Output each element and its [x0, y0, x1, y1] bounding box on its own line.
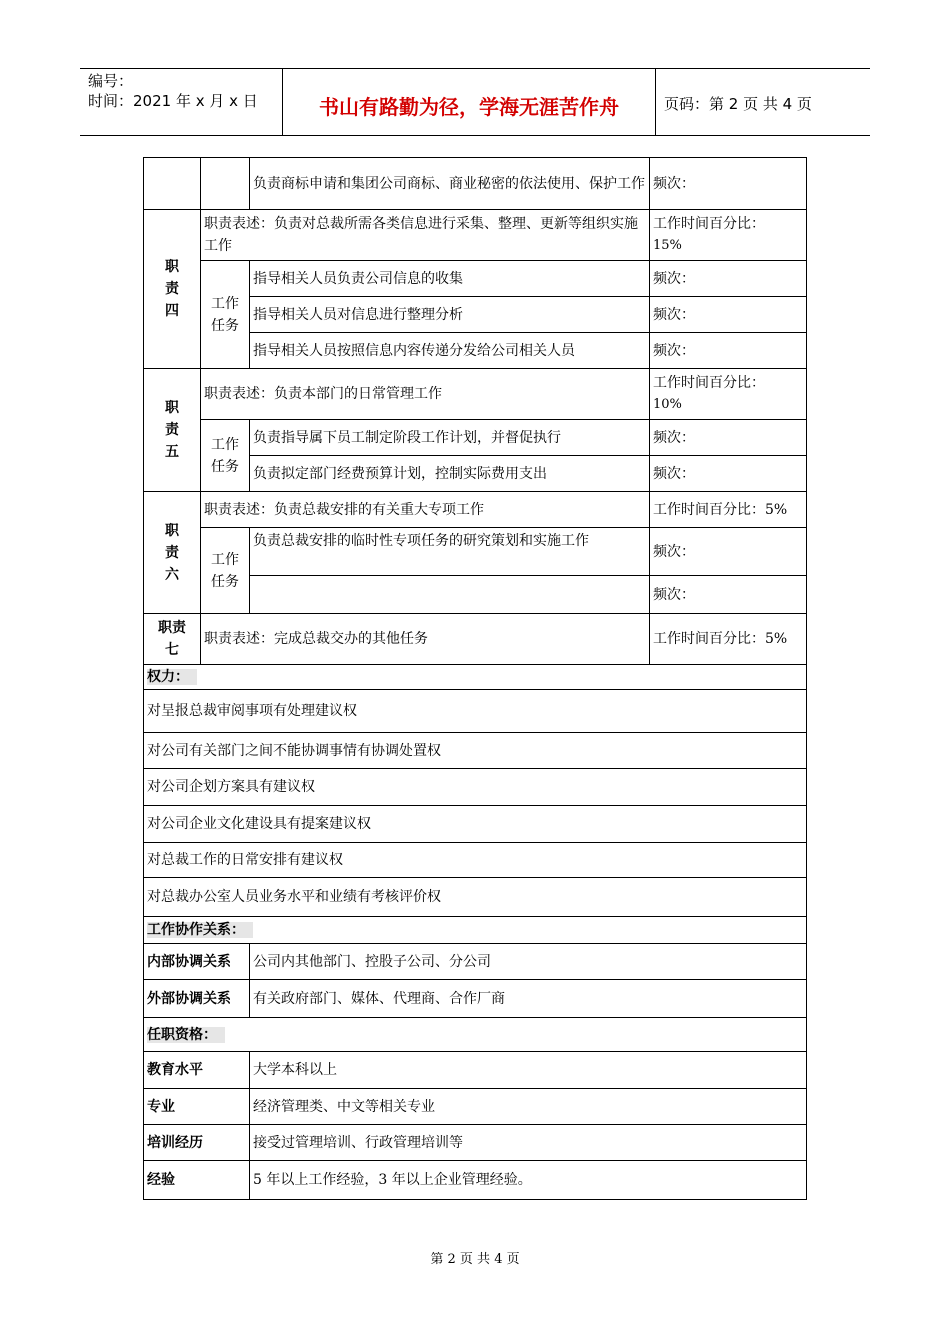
header-bottom-rule — [80, 135, 870, 136]
duty4-description: 职责表述：负责对总裁所需各类信息进行采集、整理、更新等组织实施工作 — [201, 210, 650, 261]
external-relation-label: 外部协调关系 — [144, 980, 250, 1018]
duty5-label: 职 责 五 — [144, 369, 201, 492]
duty4-task-1-freq: 频次： — [650, 261, 807, 297]
duty6-desc-row — [144, 492, 807, 528]
duty4-task-2: 指导相关人员对信息进行整理分析 — [250, 297, 650, 333]
duty4-task-2-freq: 频次： — [650, 297, 807, 333]
qualifications-title: 任职资格： — [144, 1018, 807, 1052]
duty5-task-1-freq: 频次： — [650, 420, 807, 456]
power-row — [144, 806, 807, 843]
power-item: 对呈报总裁审阅事项有处理建议权 — [144, 690, 807, 733]
qualification-value: 接受过管理培训、行政管理培训等 — [250, 1125, 807, 1161]
power-row — [144, 690, 807, 733]
power-item: 对公司有关部门之间不能协调事情有协调处置权 — [144, 733, 807, 769]
qualification-label: 培训经历 — [144, 1125, 250, 1161]
qualification-value: 5 年以上工作经验，3 年以上企业管理经验。 — [250, 1161, 807, 1200]
duty6-label: 职 责 六 — [144, 492, 201, 614]
duty3-label-cell — [144, 158, 201, 210]
page-footer: 第 2 页 共 4 页 — [430, 1252, 520, 1267]
duty5-description: 职责表述：负责本部门的日常管理工作 — [201, 369, 650, 420]
duty4-task-3: 指导相关人员按照信息内容传递分发给公司相关人员 — [250, 333, 650, 369]
duty6-description: 职责表述：负责总裁安排的有关重大专项工作 — [201, 492, 650, 528]
qualification-label: 经验 — [144, 1161, 250, 1200]
qualification-row — [144, 1052, 807, 1089]
duty3-task-freq: 频次： — [650, 158, 807, 210]
duty7-row — [144, 614, 807, 665]
duty6-task-2 — [250, 576, 650, 614]
duty6-task-row — [144, 528, 807, 576]
duty4-task-label: 工作 任务 — [201, 261, 250, 369]
job-description-table — [143, 157, 807, 1200]
duty5-desc-row — [144, 369, 807, 420]
duty7-description: 职责表述：完成总裁交办的其他任务 — [201, 614, 650, 665]
qualification-value: 经济管理类、中文等相关专业 — [250, 1089, 807, 1125]
duty6-task-1-freq: 频次： — [650, 528, 807, 576]
duty4-task-1: 指导相关人员负责公司信息的收集 — [250, 261, 650, 297]
duty4-task-row — [144, 261, 807, 297]
power-item: 对公司企业文化建设具有提案建议权 — [144, 806, 807, 843]
duty3-task-row — [144, 158, 807, 210]
duty4-time-share: 工作时间百分比： 15% — [650, 210, 807, 261]
relations-title: 工作协作关系： — [144, 917, 807, 944]
doc-date-label: 时间：2021 年 x 月 x 日 — [88, 92, 258, 110]
power-item: 对公司企划方案具有建议权 — [144, 769, 807, 806]
duty4-label: 职 责 四 — [144, 210, 201, 369]
power-item: 对总裁办公室人员业务水平和业绩有考核评价权 — [144, 878, 807, 917]
page-indicator: 页码：第 2 页 共 4 页 — [664, 95, 812, 113]
duty5-task-2-freq: 频次： — [650, 456, 807, 492]
duty4-task-3-freq: 频次： — [650, 333, 807, 369]
internal-relation-label: 内部协调关系 — [144, 944, 250, 980]
duty4-desc-row — [144, 210, 807, 261]
duty3-task-label-cell — [201, 158, 250, 210]
powers-header-row — [144, 665, 807, 690]
duty5-time-share: 工作时间百分比： 10% — [650, 369, 807, 420]
power-row — [144, 843, 807, 878]
qualification-label: 专业 — [144, 1089, 250, 1125]
header-top-rule — [80, 68, 870, 69]
powers-title: 权力： — [144, 665, 807, 690]
power-row — [144, 878, 807, 917]
qualifications-header-row — [144, 1018, 807, 1052]
header-divider — [655, 68, 656, 136]
duty6-task-1: 负责总裁安排的临时性专项任务的研究策划和实施工作 — [250, 528, 650, 576]
duty6-task-2-freq: 频次： — [650, 576, 807, 614]
duty5-task-row — [144, 420, 807, 456]
duty7-time-share: 工作时间百分比：5% — [650, 614, 807, 665]
duty3-task-text: 负责商标申请和集团公司商标、商业秘密的依法使用、保护工作 — [250, 158, 650, 210]
qualification-row — [144, 1125, 807, 1161]
power-row — [144, 769, 807, 806]
qualification-row — [144, 1089, 807, 1125]
header-motto: 书山有路勤为径，学海无涯苦作舟 — [319, 95, 619, 119]
duty6-task-label: 工作 任务 — [201, 528, 250, 614]
duty5-task-label: 工作 任务 — [201, 420, 250, 492]
power-row — [144, 733, 807, 769]
external-relation-value: 有关政府部门、媒体、代理商、合作厂商 — [250, 980, 807, 1018]
external-relation-row — [144, 980, 807, 1018]
power-item: 对总裁工作的日常安排有建议权 — [144, 843, 807, 878]
duty5-task-1: 负责指导属下员工制定阶段工作计划，并督促执行 — [250, 420, 650, 456]
internal-relation-row — [144, 944, 807, 980]
duty7-label: 职责 七 — [144, 614, 201, 665]
qualification-row — [144, 1161, 807, 1200]
duty6-time-share: 工作时间百分比：5% — [650, 492, 807, 528]
internal-relation-value: 公司内其他部门、控股子公司、分公司 — [250, 944, 807, 980]
qualification-label: 教育水平 — [144, 1052, 250, 1089]
doc-number-label: 编号： — [88, 72, 134, 90]
duty5-task-2: 负责拟定部门经费预算计划，控制实际费用支出 — [250, 456, 650, 492]
qualification-value: 大学本科以上 — [250, 1052, 807, 1089]
relations-header-row — [144, 917, 807, 944]
